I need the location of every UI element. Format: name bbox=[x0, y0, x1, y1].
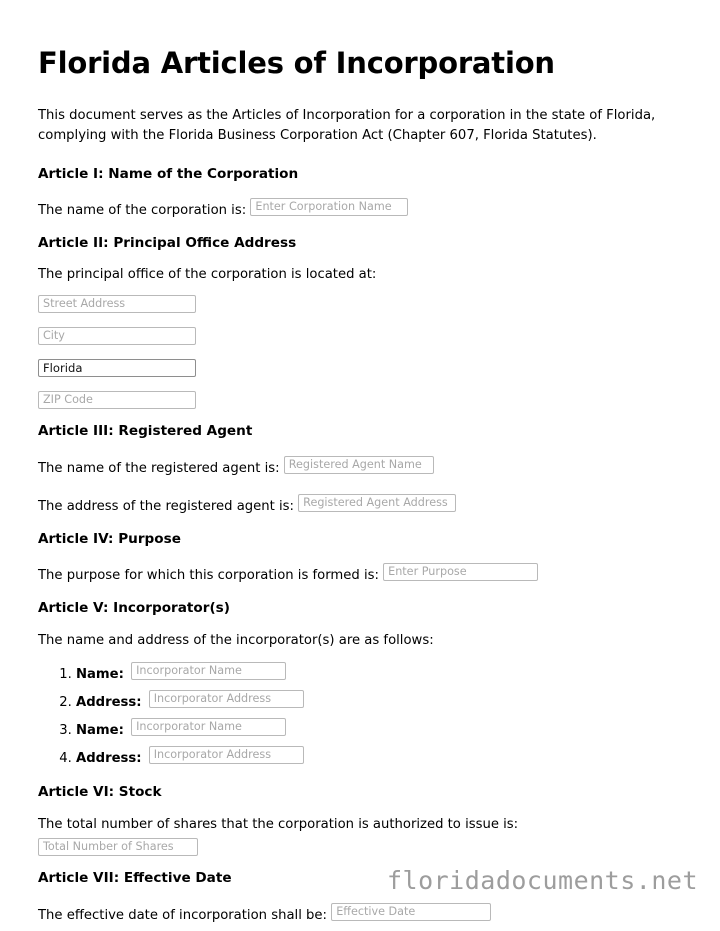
incorporator-1-label: Name: bbox=[76, 667, 124, 683]
site-watermark: floridadocuments.net bbox=[386, 866, 698, 895]
list-item bbox=[76, 660, 698, 684]
incorporator-1-input[interactable]: Incorporator Name bbox=[131, 662, 286, 680]
article-4-heading: Article IV: Purpose bbox=[38, 531, 181, 548]
article-3-name-line bbox=[38, 454, 698, 479]
article-4-line bbox=[38, 561, 698, 586]
state-input[interactable]: Florida bbox=[38, 359, 196, 377]
list-item bbox=[76, 716, 698, 740]
incorporator-3-label: Name: bbox=[76, 723, 124, 739]
article-7-line bbox=[38, 901, 698, 926]
registered-agent-name-input[interactable]: Registered Agent Name bbox=[284, 456, 434, 474]
incorporator-2-input[interactable]: Incorporator Address bbox=[149, 690, 304, 708]
page-title: Florida Articles of Incorporation bbox=[38, 46, 555, 80]
list-item bbox=[76, 688, 698, 712]
purpose-input[interactable]: Enter Purpose bbox=[383, 563, 538, 581]
incorporator-4-label: Address: bbox=[76, 751, 142, 767]
registered-agent-address-input[interactable]: Registered Agent Address bbox=[298, 494, 456, 512]
article-6-line bbox=[38, 815, 698, 857]
principal-office-address-block bbox=[38, 295, 698, 409]
total-shares-input[interactable]: Total Number of Shares bbox=[38, 838, 198, 856]
article-2-lead: The principal office of the corporation is located at: bbox=[38, 267, 377, 283]
list-item bbox=[76, 744, 698, 768]
article-7-lead: The effective date of incorporation shall be: bbox=[38, 907, 327, 923]
article-3-heading: Article III: Registered Agent bbox=[38, 423, 253, 440]
article-3-name-lead: The name of the registered agent is: bbox=[38, 460, 280, 476]
street-address-input[interactable]: Street Address bbox=[38, 295, 196, 313]
zip-code-input[interactable]: ZIP Code bbox=[38, 391, 196, 409]
article-3-address-lead: The address of the registered agent is: bbox=[38, 499, 294, 515]
article-2-heading: Article II: Principal Office Address bbox=[38, 235, 297, 252]
incorporator-2-label: Address: bbox=[76, 695, 142, 711]
article-6-heading: Article VI: Stock bbox=[38, 784, 162, 801]
article-4-lead: The purpose for which this corporation is formed is: bbox=[38, 568, 379, 584]
incorporator-4-input[interactable]: Incorporator Address bbox=[149, 746, 304, 764]
article-3-address-line bbox=[38, 492, 698, 517]
article-7-heading: Article VII: Effective Date bbox=[38, 870, 232, 887]
corporation-name-input[interactable]: Enter Corporation Name bbox=[250, 198, 408, 216]
article-1-heading: Article I: Name of the Corporation bbox=[38, 166, 299, 183]
city-input[interactable]: City bbox=[38, 327, 196, 345]
article-1-lead: The name of the corporation is: bbox=[38, 203, 247, 219]
intro-paragraph: This document serves as the Articles of Incorporation for a corporation in the state of Florida, complying with the Florida Business Corporation Act (Chapter 607, Florida Statutes). bbox=[38, 107, 656, 143]
article-1-line bbox=[38, 196, 698, 221]
article-6-lead: The total number of shares that the corporation is authorized to issue is: bbox=[38, 816, 519, 832]
incorporator-list bbox=[38, 660, 698, 768]
article-5-lead: The name and address of the incorporator(s) are as follows: bbox=[38, 632, 434, 648]
effective-date-input[interactable]: Effective Date bbox=[331, 903, 491, 921]
incorporator-3-input[interactable]: Incorporator Name bbox=[131, 718, 286, 736]
article-5-heading: Article V: Incorporator(s) bbox=[38, 600, 230, 617]
